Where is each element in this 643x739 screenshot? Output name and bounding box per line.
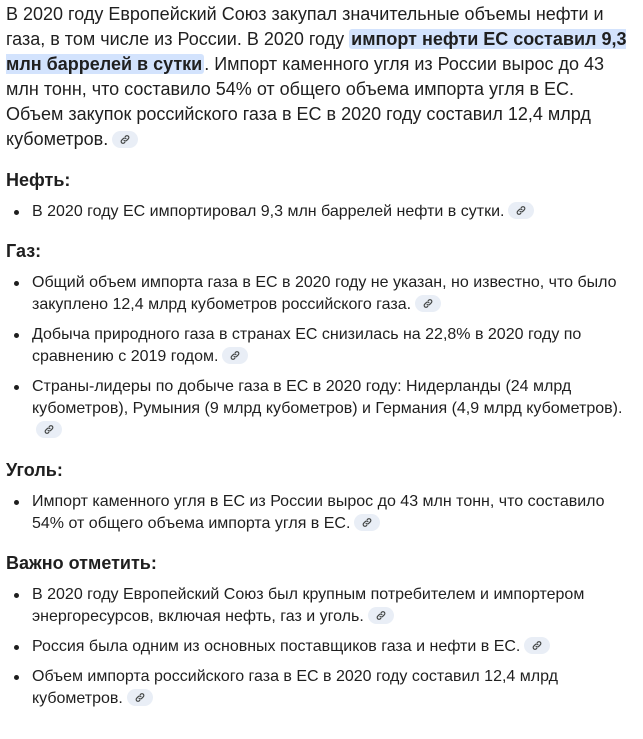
list-item xyxy=(6,376,633,442)
list-item xyxy=(6,201,633,223)
intro-text-after: . Импорт каменного угля из России вырос до 43 млн тонн, что составило 54% от общего объема импорта угля в ЕС. Объем закупок российского газа в ЕС в 2020 году составил 12,4 млрд кубометров. xyxy=(6,54,605,149)
source-link-chip[interactable] xyxy=(36,421,62,438)
source-link-chip[interactable] xyxy=(112,131,138,148)
link-icon xyxy=(515,205,527,216)
list-item-text: В 2020 году ЕС импортировал 9,3 млн баррелей нефти в сутки. xyxy=(32,203,505,220)
list-important xyxy=(6,584,633,710)
list-coal xyxy=(6,491,633,535)
link-icon xyxy=(531,640,543,651)
list-item-text: Общий объем импорта газа в ЕС в 2020 году не указан, но известно, что было закуплено 12,4 млрд кубометров российского газа. xyxy=(32,274,617,313)
list-item xyxy=(6,324,633,368)
list-item xyxy=(6,666,633,710)
list-item xyxy=(6,636,633,658)
list-item-text: Добыча природного газа в странах ЕС снизилась на 22,8% в 2020 году по сравнению с 2019 годом. xyxy=(32,326,582,365)
intro-highlight: импорт нефти ЕС составил 9,3 млн баррелей в сутки xyxy=(6,29,627,74)
list-item xyxy=(6,491,633,535)
section-title-gas: Газ: xyxy=(6,241,42,261)
link-icon xyxy=(43,424,55,435)
link-icon xyxy=(119,134,131,145)
list-oil xyxy=(6,201,633,223)
intro-paragraph xyxy=(6,2,633,152)
list-gas xyxy=(6,272,633,442)
list-item xyxy=(6,584,633,628)
list-item-text: Россия была одним из основных поставщиков газа и нефти в ЕС. xyxy=(32,638,521,655)
intro-text-before: В 2020 году Европейский Союз закупал значительные объемы нефти и газа, в том числе из России. В 2020 году xyxy=(6,4,604,49)
link-icon xyxy=(361,517,373,528)
list-item-text: Импорт каменного угля в ЕС из России вырос до 43 млн тонн, что составило 54% от общего объема импорта угля в ЕС. xyxy=(32,493,605,532)
source-link-chip[interactable] xyxy=(368,607,394,624)
list-item-text: Страны-лидеры по добыче газа в ЕС в 2020 году: Нидерланды (24 млрд кубометров), Румыния (9 млрд кубометров) и Германия (4,9 млрд кубометров). xyxy=(32,378,623,417)
link-icon xyxy=(375,610,387,621)
list-item-text: В 2020 году Европейский Союз был крупным потребителем и импортером энергоресурсов, включая нефть, газ и уголь. xyxy=(32,586,585,625)
source-link-chip[interactable] xyxy=(354,514,380,531)
source-link-chip[interactable] xyxy=(222,347,248,364)
source-link-chip[interactable] xyxy=(524,637,550,654)
link-icon xyxy=(134,692,146,703)
source-link-chip[interactable] xyxy=(415,295,441,312)
section-title-important: Важно отметить: xyxy=(6,553,157,573)
source-link-chip[interactable] xyxy=(127,689,153,706)
link-icon xyxy=(422,298,434,309)
section-title-coal: Уголь: xyxy=(6,460,63,480)
source-link-chip[interactable] xyxy=(508,202,534,219)
list-item-text: Объем импорта российского газа в ЕС в 2020 году составил 12,4 млрд кубометров. xyxy=(32,668,558,707)
list-item xyxy=(6,272,633,316)
link-icon xyxy=(229,350,241,361)
section-title-oil: Нефть: xyxy=(6,170,71,190)
